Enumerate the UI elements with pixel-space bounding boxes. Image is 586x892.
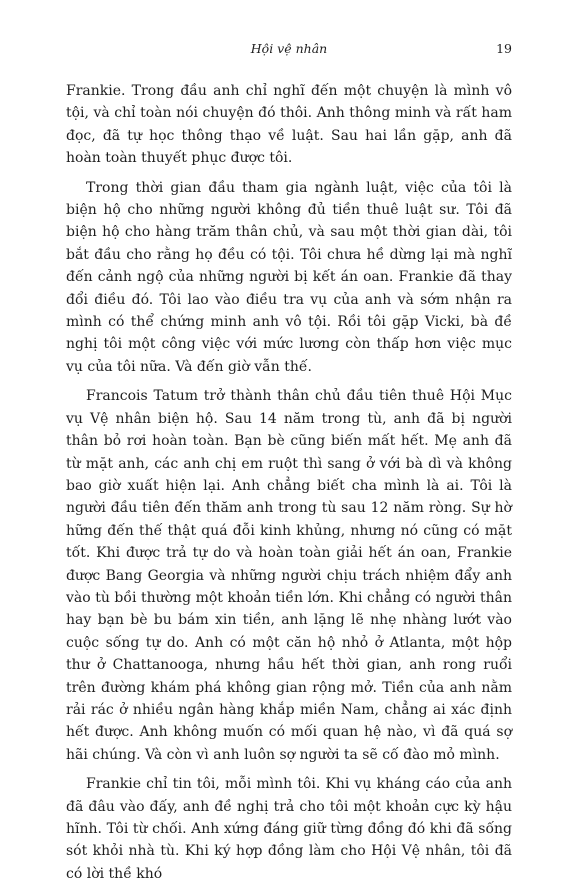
body-text xyxy=(66,80,512,892)
running-header xyxy=(66,40,512,58)
paragraph-continued: Frankie. Trong đầu anh chỉ nghĩ đến một chuyện là mình vô tội, và chỉ toàn nói chuyện đó thôi. Anh thông minh và rất ham đọc, đã tự học thông thạo về luật. Sau hai lần gặp, anh đã hoàn toàn thuyết phục được tôi. xyxy=(66,83,512,167)
page-number: 19 xyxy=(496,41,512,56)
running-title: Hội vệ nhân xyxy=(250,41,328,56)
paragraph: Francois Tatum trở thành thân chủ đầu tiên thuê Hội Mục vụ Vệ nhân biện hộ. Sau 14 năm trong tù, anh đã bị người thân bỏ rơi hoàn toàn. Bạn bè cũng biến mất hết. Mẹ anh đã từ mặt anh, các anh chị em ruột thì sang ở với bà dì và không bao giờ xuất hiện lại. Anh chẳng biết cha mình là ai. Tôi là người đầu tiên đến thăm anh trong tù sau 12 năm ròng. Sự hờ hững đến thế thật quá đỗi kinh khủng, nhưng nó cũng có mặt tốt. Khi được trả tự do và hoàn toàn giải hết án oan, Frankie được Bang Georgia và những người chịu trách nhiệm đẩy anh vào tù bồi thường một khoản tiền lớn. Khi chẳng có người thân hay bạn bè bu bám xin tiền, anh lặng lẽ nhẹ nhàng lướt vào cuộc sống tự do. Anh có một căn hộ nhỏ ở Atlanta, một hộp thư ở Chattanooga, nhưng hầu hết thời gian, anh rong ruổi trên đường khám phá không gian rộng mở. Tiền của anh nằm rải rác ở nhiều ngân hàng khắp miền Nam, chẳng ai xác định hết được. Anh không muốn có mối quan hệ nào, vì đã quá sợ hãi chúng. Và còn vì anh luôn sợ người ta sẽ cố đào mỏ mình. xyxy=(66,388,512,763)
paragraph: Frankie chỉ tin tôi, mỗi mình tôi. Khi vụ kháng cáo của anh đã đâu vào đấy, anh đề nghị trả cho tôi một khoản cực kỳ hậu hĩnh. Tôi từ chối. Anh xứng đáng giữ từng đồng đó khi đã sống sót khỏi nhà tù. Khi ký hợp đồng làm cho Hội Vệ nhân, tôi đã có lời thề khó xyxy=(66,776,512,882)
paragraph: Trong thời gian đầu tham gia ngành luật, việc của tôi là biện hộ cho những người không đủ tiền thuê luật sư. Tôi đã biện hộ cho hàng trăm thân chủ, và sau một thời gian dài, tôi bắt đầu cho rằng họ đều có tội. Tôi chưa hề dừng lại mà nghĩ đến cảnh ngộ của những người bị kết án oan. Frankie đã thay đổi điều đó. Tôi lao vào điều tra vụ của anh và sớm nhận ra mình có thể chứng minh anh vô tội. Rồi tôi gặp Vicki, bà đề nghị tôi một công việc với mức lương còn thấp hơn việc mục vụ của tôi nữa. Và đến giờ vẫn thế. xyxy=(66,179,512,375)
